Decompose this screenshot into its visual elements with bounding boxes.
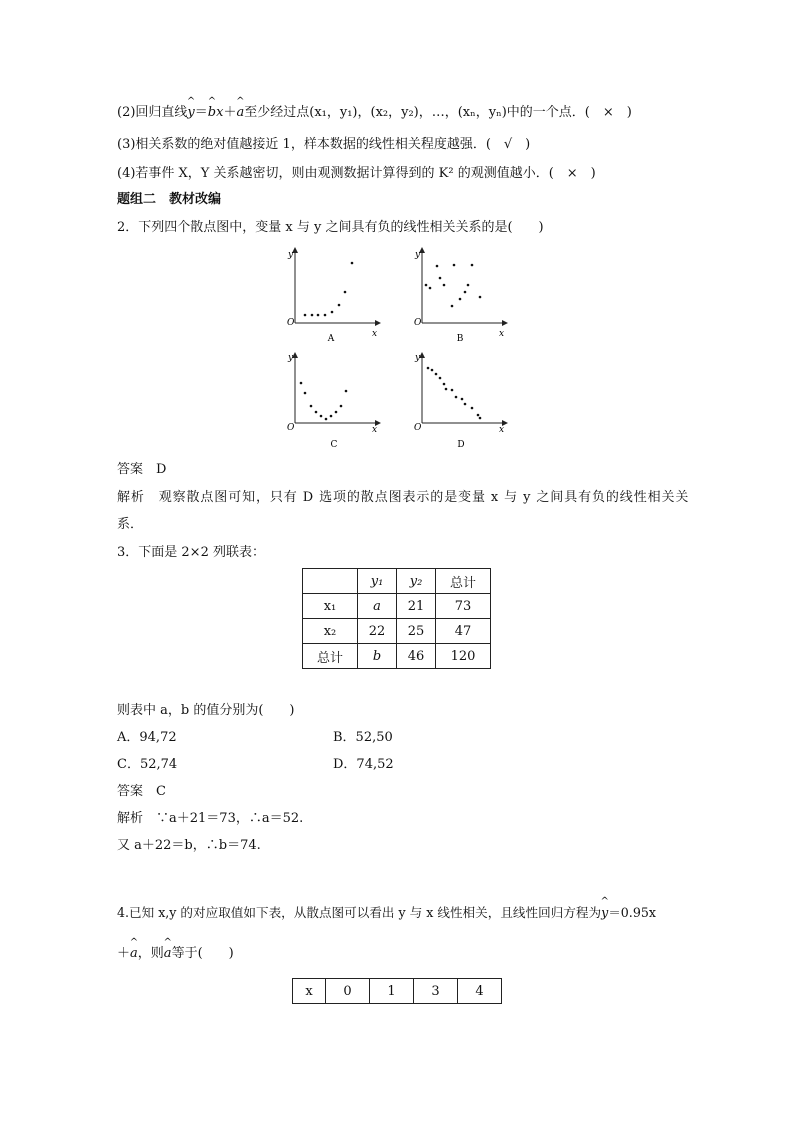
question-3-analysis-line2: 又 a＋22＝b，∴b＝74.: [117, 838, 261, 853]
a-hat: ^ a: [236, 104, 244, 122]
question-3-analysis-line1: 解析 ∵a＋21＝73，∴a＝52.: [117, 811, 304, 826]
scatter-points: [425, 264, 482, 308]
plot-label: A: [327, 334, 335, 344]
x-axis-label: x: [499, 329, 505, 339]
origin-label: O: [414, 423, 422, 433]
table-cell: 4: [458, 979, 502, 1004]
table-cell: x: [293, 979, 326, 1004]
origin-label: O: [287, 318, 295, 328]
table-row: [303, 619, 491, 644]
option-b: B．52,50: [333, 730, 393, 745]
option-a: A．94,72: [117, 730, 177, 745]
table-row: [293, 979, 502, 1004]
origin-label: O: [287, 423, 295, 433]
y-axis-label: y: [415, 353, 421, 363]
regression-equation: ＝0.95x: [608, 905, 656, 920]
y-axis-label: y: [288, 250, 294, 260]
plus-sign: ＋: [117, 946, 131, 961]
plot-label: B: [456, 334, 464, 344]
question-4-stem-line2: [117, 945, 234, 963]
plus-sign: ＋: [223, 105, 237, 120]
statement-2: [117, 104, 632, 122]
table-cell: 22: [358, 619, 397, 644]
question-3-stem: 3．下面是 2×2 列联表：: [117, 545, 265, 560]
x-axis-label: x: [499, 425, 505, 435]
table-cell: 总计: [436, 569, 491, 594]
statement-3: (3)相关系数的绝对值越接近 1，样本数据的线性相关程度越强．( √ ): [117, 137, 531, 152]
table-cell: 0: [326, 979, 370, 1004]
y-hat: ^ y: [601, 904, 608, 922]
table-row: [303, 644, 491, 669]
scatter-points: [300, 382, 348, 421]
scatter-points: [427, 367, 482, 420]
option-c: C．52,74: [117, 757, 178, 772]
scatter-plot-d: [410, 350, 510, 450]
table-cell: 25: [397, 619, 436, 644]
question-2-analysis-line2: 系．: [117, 517, 144, 532]
table-cell: 3: [414, 979, 458, 1004]
option-d: D．74,52: [333, 757, 394, 772]
comma-text: ，则: [137, 946, 164, 961]
b-hat: ^ b: [208, 104, 216, 122]
scatter-points: [304, 262, 354, 317]
question-3-question: 则表中 a，b 的值分别为( ): [117, 703, 295, 718]
table-row: [303, 594, 491, 619]
values-table: [292, 978, 502, 1004]
equals-sign: ＝: [194, 105, 208, 120]
contingency-table: [302, 568, 491, 669]
table-cell: 73: [436, 594, 491, 619]
table-cell: x₁: [303, 594, 358, 619]
table-cell: a: [358, 594, 397, 619]
scatter-plot-b: [410, 245, 510, 345]
statement-4: (4)若事件 X，Y 关系越密切，则由观测数据计算得到的 K² 的观测值越小．( × ): [117, 166, 596, 181]
y-axis-label: y: [415, 250, 421, 260]
table-cell: 21: [397, 594, 436, 619]
question-4-stem-text: 4.已知 x,y 的对应取值如下表，从散点图可以看出 y 与 x 线性相关，且线性回归方程为: [117, 905, 602, 920]
question-2-stem: 2．下列四个散点图中，变量 x 与 y 之间具有负的线性相关关系的是( ): [117, 220, 544, 235]
table-row: [303, 569, 491, 594]
table-cell: x₂: [303, 619, 358, 644]
section-title: 题组二 教材改编: [117, 192, 222, 207]
table-cell: 120: [436, 644, 491, 669]
y-hat: ^ y: [187, 104, 194, 122]
a-hat: ^ a: [130, 945, 138, 963]
plot-label: C: [330, 440, 338, 450]
x-var: x: [216, 105, 224, 120]
table-cell: y₂: [397, 569, 436, 594]
table-cell: b: [358, 644, 397, 669]
origin-label: O: [414, 318, 422, 328]
table-cell: 1: [370, 979, 414, 1004]
scatter-plot-a: [283, 245, 383, 345]
question-3-answer: 答案 C: [117, 784, 166, 799]
scatter-plot-c: [283, 350, 383, 450]
table-cell: 总计: [303, 644, 358, 669]
table-cell: 47: [436, 619, 491, 644]
question-4-stem-line1: [117, 904, 656, 922]
table-cell: y₁: [358, 569, 397, 594]
statement-2-suffix: 至少经过点(x₁，y₁)，(x₂，y₂)，…，(xₙ，yₙ)中的一个点．( × ): [244, 105, 632, 120]
x-axis-label: x: [372, 329, 378, 339]
statement-2-prefix: (2)回归直线: [117, 105, 188, 120]
question-2-analysis-line1: 解析 观察散点图可知，只有 D 选项的散点图表示的是变量 x 与 y 之间具有负的线性相关关: [117, 490, 690, 505]
a-hat: ^ a: [164, 945, 172, 963]
x-axis-label: x: [372, 425, 378, 435]
table-cell: 46: [397, 644, 436, 669]
y-axis-label: y: [288, 353, 294, 363]
table-cell: [303, 569, 358, 594]
plot-label: D: [457, 440, 465, 450]
question-4-stem-end: 等于( ): [171, 946, 234, 961]
question-2-answer: 答案 D: [117, 462, 167, 477]
